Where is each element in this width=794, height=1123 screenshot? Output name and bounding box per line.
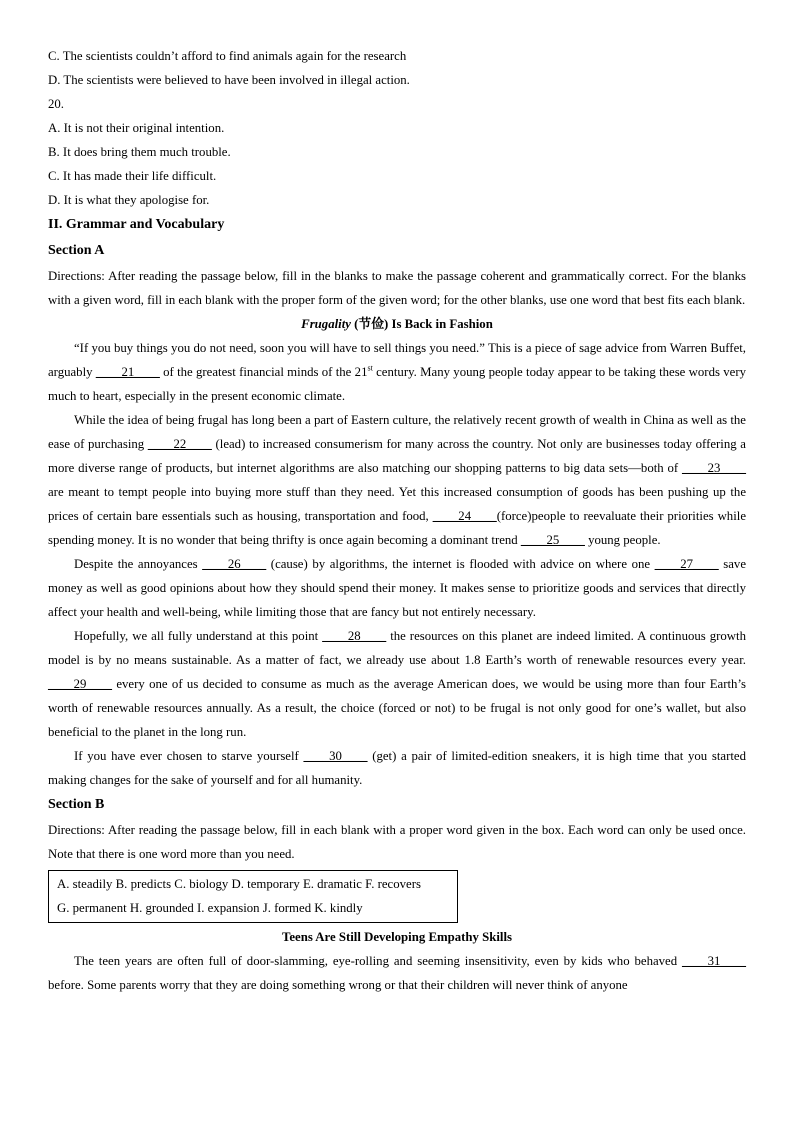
- q19-option-c[interactable]: C. The scientists couldn’t afford to find animals again for the research: [48, 49, 407, 63]
- section-b-heading: Section B: [48, 797, 105, 812]
- word-bank-line-1: A. steadily B. predicts C. biology D. temporary E. dramatic F. recovers: [57, 877, 421, 891]
- blank-22[interactable]: ____22____: [147, 437, 212, 451]
- q20-option-a[interactable]: A. It is not their original intention.: [48, 121, 225, 135]
- passage-a-paragraph-5: [48, 744, 746, 792]
- text-run: century. Many young people today appear to be taking these words very much to heart, especially in the present economic climate.: [48, 365, 746, 403]
- passage-a-title: [48, 312, 746, 336]
- text-run: (lead) to increased consumerism for many across the country. Not only are businesses today offering a more diverse range of products, but internet algorithms are also matching our shopping patterns to big data sets—both of: [48, 437, 746, 475]
- text-run: are meant to tempt people into buying more stuff than they need. Yet this increased consumption of goods has been pushing up the prices of certain bare essentials such as housing, transportation and food,: [48, 485, 746, 523]
- blank-31[interactable]: ____31____: [682, 954, 746, 968]
- blank-28[interactable]: ____28____: [322, 629, 387, 643]
- blank-21[interactable]: ____21____: [95, 365, 160, 379]
- word-bank-box: [48, 870, 458, 923]
- passage-a-paragraph-3: [48, 552, 746, 624]
- passage-a-title-italic: Frugality: [301, 317, 351, 331]
- text-run: (get) a pair of limited-edition sneakers, it is high time that you started making changes for the sake of yourself and for all humanity.: [48, 749, 746, 787]
- q20-option-c[interactable]: C. It has made their life difficult.: [48, 169, 217, 183]
- q20-option-d[interactable]: D. It is what they apologise for.: [48, 193, 210, 207]
- text-run: save money as well as good opinions about how they should spend their money. It makes sense to prioritize goods and services that directly affect your health and well-being, while limiting those that are fancy but not entirely necessary.: [48, 557, 747, 619]
- text-run: (cause) by algorithms, the internet is flooded with advice on where one: [266, 557, 655, 571]
- document-page: [48, 44, 746, 997]
- text-run: the resources on this planet are indeed limited. A continuous growth model is by no means sustainable. As a matter of fact, we already use about 1.8 Earth’s worth of renewable resources every year.: [48, 629, 746, 667]
- text-run: “If you buy things you do not need, soon you will have to sell things you need.” This is a piece of sage advice from Warren Buffet, arguably: [48, 341, 746, 379]
- blank-25[interactable]: ____25____: [520, 533, 585, 547]
- passage-b-title: Teens Are Still Developing Empathy Skills: [281, 930, 513, 944]
- text-run: young people.: [584, 533, 661, 547]
- passage-b-paragraph-1: [48, 949, 746, 997]
- blank-26[interactable]: ____26____: [202, 557, 267, 571]
- blank-29[interactable]: ____29____: [48, 677, 112, 691]
- blank-23[interactable]: ____23____: [682, 461, 746, 475]
- q19-option-d[interactable]: D. The scientists were believed to have been involved in illegal action.: [48, 73, 410, 87]
- part2-heading: II. Grammar and Vocabulary: [48, 217, 225, 232]
- blank-24[interactable]: ____24____: [432, 509, 497, 523]
- passage-a-paragraph-4: [48, 624, 746, 744]
- passage-a-title-rest: (节俭) Is Back in Fashion: [350, 317, 493, 331]
- text-run: While the idea of being frugal has long been a part of Eastern culture, the relatively recent growth of wealth in China as well as the ease of purchasing: [48, 413, 746, 451]
- section-a-heading: Section A: [48, 243, 105, 258]
- q20-number: 20.: [48, 97, 64, 111]
- text-run: Hopefully, we all fully understand at this point: [74, 629, 323, 643]
- text-run: (force)people to reevaluate their priorities while spending money. It is no wonder that being thrifty is once again becoming a dominant trend: [48, 509, 747, 547]
- passage-a-paragraph-1: [48, 336, 746, 408]
- text-run: Despite the annoyances: [74, 557, 203, 571]
- blank-30[interactable]: ____30____: [303, 749, 368, 763]
- section-a-directions: Directions: After reading the passage below, fill in the blanks to make the passage coherent and grammatically correct. For the blanks with a given word, fill in each blank with the proper form of the given word; for the other blanks, use one word that best fits each blank.: [48, 269, 746, 307]
- passage-a-paragraph-2: [48, 408, 746, 552]
- text-run: before. Some parents worry that they are doing something wrong or that their children will never think of anyone: [48, 978, 628, 992]
- section-b-directions: Directions: After reading the passage below, fill in each blank with a proper word given in the box. Each word can only be used once. Note that there is one word more than you need.: [48, 823, 746, 861]
- text-run: of the greatest financial minds of the 21: [159, 365, 368, 379]
- text-run: every one of us decided to consume as much as the average American does, we would be using more than four Earth’s worth of renewable resources annually. As a result, the choice (forced or not) to be frugal is not only good for one’s wallet, but also beneficial to the planet in the long run.: [48, 677, 746, 739]
- text-run: The teen years are often full of door-slamming, eye-rolling and seeming insensitivity, even by kids who behaved: [74, 954, 683, 968]
- text-run: If you have ever chosen to starve yourself: [74, 749, 304, 763]
- blank-27[interactable]: ____27____: [654, 557, 719, 571]
- word-bank-line-2: G. permanent H. grounded I. expansion J. formed K. kindly: [57, 901, 363, 915]
- superscript: st: [367, 363, 373, 373]
- q20-option-b[interactable]: B. It does bring them much trouble.: [48, 145, 231, 159]
